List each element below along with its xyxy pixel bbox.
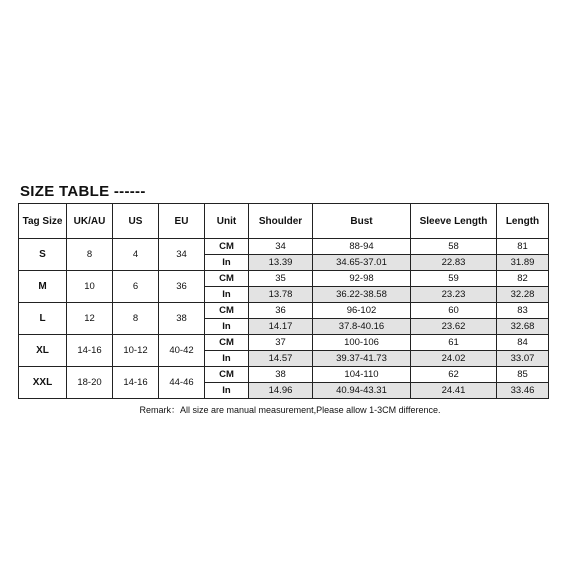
sleeve-length-cell: 22.83 <box>411 255 497 271</box>
bust-cell: 104-110 <box>313 367 411 383</box>
unit-cell: CM <box>205 239 249 255</box>
shoulder-cell: 13.39 <box>249 255 313 271</box>
column-header-uk-au: UK/AU <box>67 204 113 239</box>
length-cell: 85 <box>497 367 549 383</box>
table-row <box>19 271 549 287</box>
length-cell: 33.07 <box>497 351 549 367</box>
column-header-eu: EU <box>159 204 205 239</box>
sleeve-length-cell: 23.62 <box>411 319 497 335</box>
us-cell: 4 <box>113 239 159 271</box>
unit-cell: In <box>205 319 249 335</box>
table-row <box>19 335 549 351</box>
uk-au-cell: 8 <box>67 239 113 271</box>
remark-text: Remark：All size are manual measurement,Please allow 1-3CM difference. <box>139 405 441 415</box>
page-title: SIZE TABLE ------ <box>20 183 146 200</box>
eu-cell: 44-46 <box>159 367 205 399</box>
column-header-tag-size: Tag Size <box>19 204 67 239</box>
size-table <box>18 203 549 399</box>
unit-cell: CM <box>205 271 249 287</box>
sleeve-length-cell: 24.02 <box>411 351 497 367</box>
uk-au-cell: 18-20 <box>67 367 113 399</box>
table-row <box>19 367 549 383</box>
unit-cell: In <box>205 383 249 399</box>
shoulder-cell: 38 <box>249 367 313 383</box>
sleeve-length-cell: 61 <box>411 335 497 351</box>
unit-cell: CM <box>205 335 249 351</box>
table-row <box>19 303 549 319</box>
uk-au-cell: 12 <box>67 303 113 335</box>
length-cell: 84 <box>497 335 549 351</box>
bust-cell: 34.65-37.01 <box>313 255 411 271</box>
column-header-unit: Unit <box>205 204 249 239</box>
tag-size-cell: L <box>19 303 67 335</box>
unit-cell: In <box>205 287 249 303</box>
shoulder-cell: 35 <box>249 271 313 287</box>
us-cell: 10-12 <box>113 335 159 367</box>
shoulder-cell: 37 <box>249 335 313 351</box>
shoulder-cell: 14.96 <box>249 383 313 399</box>
bust-cell: 37.8-40.16 <box>313 319 411 335</box>
bust-cell: 92-98 <box>313 271 411 287</box>
column-header-length: Length <box>497 204 549 239</box>
eu-cell: 36 <box>159 271 205 303</box>
column-header-bust: Bust <box>313 204 411 239</box>
bust-cell: 36.22-38.58 <box>313 287 411 303</box>
sleeve-length-cell: 59 <box>411 271 497 287</box>
bust-cell: 96-102 <box>313 303 411 319</box>
eu-cell: 38 <box>159 303 205 335</box>
column-header-us: US <box>113 204 159 239</box>
tag-size-cell: S <box>19 239 67 271</box>
eu-cell: 34 <box>159 239 205 271</box>
shoulder-cell: 14.17 <box>249 319 313 335</box>
length-cell: 81 <box>497 239 549 255</box>
us-cell: 14-16 <box>113 367 159 399</box>
uk-au-cell: 10 <box>67 271 113 303</box>
length-cell: 32.28 <box>497 287 549 303</box>
shoulder-cell: 36 <box>249 303 313 319</box>
us-cell: 8 <box>113 303 159 335</box>
length-cell: 33.46 <box>497 383 549 399</box>
tag-size-cell: XL <box>19 335 67 367</box>
bust-cell: 40.94-43.31 <box>313 383 411 399</box>
unit-cell: CM <box>205 303 249 319</box>
shoulder-cell: 34 <box>249 239 313 255</box>
tag-size-cell: XXL <box>19 367 67 399</box>
shoulder-cell: 13.78 <box>249 287 313 303</box>
column-header-sleeve-length: Sleeve Length <box>411 204 497 239</box>
eu-cell: 40-42 <box>159 335 205 367</box>
table-row <box>19 239 549 255</box>
column-header-shoulder: Shoulder <box>249 204 313 239</box>
length-cell: 32.68 <box>497 319 549 335</box>
sleeve-length-cell: 58 <box>411 239 497 255</box>
tag-size-cell: M <box>19 271 67 303</box>
shoulder-cell: 14.57 <box>249 351 313 367</box>
length-cell: 31.89 <box>497 255 549 271</box>
unit-cell: In <box>205 255 249 271</box>
header-row <box>19 204 549 239</box>
uk-au-cell: 14-16 <box>67 335 113 367</box>
bust-cell: 88-94 <box>313 239 411 255</box>
unit-cell: In <box>205 351 249 367</box>
bust-cell: 100-106 <box>313 335 411 351</box>
sleeve-length-cell: 62 <box>411 367 497 383</box>
bust-cell: 39.37-41.73 <box>313 351 411 367</box>
length-cell: 83 <box>497 303 549 319</box>
us-cell: 6 <box>113 271 159 303</box>
sleeve-length-cell: 24.41 <box>411 383 497 399</box>
sleeve-length-cell: 60 <box>411 303 497 319</box>
unit-cell: CM <box>205 367 249 383</box>
sleeve-length-cell: 23.23 <box>411 287 497 303</box>
length-cell: 82 <box>497 271 549 287</box>
